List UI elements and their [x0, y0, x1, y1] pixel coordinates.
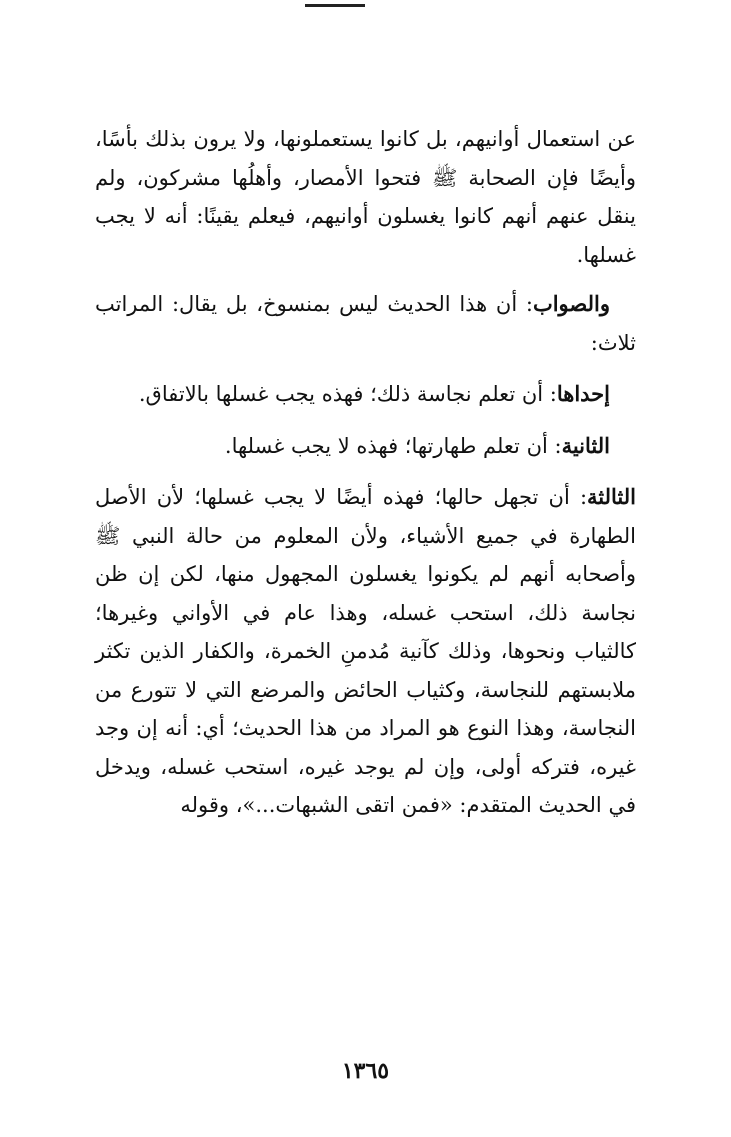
paragraph-continuation — [0, 120, 731, 274]
paragraph-text: : أن تعلم طهارتها؛ فهذه لا يجب غسلها. — [224, 433, 562, 458]
paragraph-text: : أن تعلم نجاسة ذلك؛ فهذه يجب غسلها بالاتفاق. — [138, 382, 557, 406]
paragraph-text: : أن تجهل حالها؛ فهذه أيضًا لا يجب غسلها؛ لأن الأصل الطهارة في جميع الأشياء، ولأن المعلوم من حالة النبي ﷺ وأصحابه أنهم لم يكونوا يغسلون المجهول منها، لكن إن ظن نجاسة ذلك، استحب غسله، وهذا عام في الأواني وغيرها؛ كالثياب ونحوها، وذلك كآنية مُدمنِ الخمرة، والكفار الذين تكثر ملابستهم للنجاسة، وكثياب الحائض والمرضع التي لا تتورع من النجاسة، وهذا النوع هو المراد من هذا الحديث؛ أي: أنه إن وجد غيره، فتركه أولى، وإن لم يوجد غيره، استحب غسله، ويدخل في الحديث المتقدم: «فمن اتقى الشبهات...»، وقوله — [95, 485, 636, 817]
paragraph-third-rank — [0, 478, 731, 825]
paragraph-lead: إحداها — [556, 381, 610, 406]
page-body — [0, 120, 731, 838]
page-number: ١٣٦٥ — [341, 1058, 390, 1084]
paragraph-lead: الثالثة — [587, 484, 636, 509]
paragraph-lead: والصواب — [532, 291, 610, 316]
paragraph-lead: الثانية — [561, 432, 610, 458]
paragraph-first-rank — [0, 375, 731, 414]
paragraph-second-rank — [0, 427, 731, 466]
paragraph-text: : أن هذا الحديث ليس بمنسوخ، بل يقال: المراتب ثلاث: — [95, 292, 636, 355]
paragraph-text: عن استعمال أوانيهم، بل كانوا يستعملونها، ولا يرون بذلك بأسًا، وأيضًا فإن الصحابة ﷺ فتحوا الأمصار، وأهلُها مشركون، ولم ينقل عنهم أنهم كانوا يغسلون أوانيهم، فيعلم يقينًا: أنه لا يجب غسلها. — [95, 127, 636, 267]
top-rule — [305, 4, 365, 7]
paragraph-correct-view — [0, 285, 731, 362]
